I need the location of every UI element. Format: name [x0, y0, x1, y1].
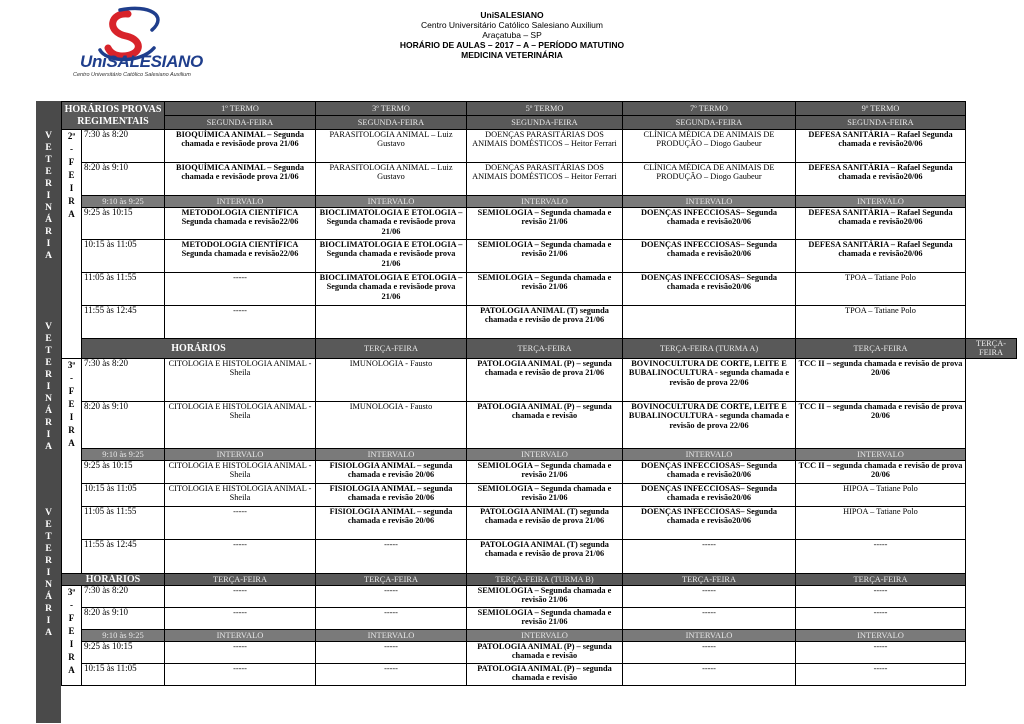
logo-subtitle: Centro Universitário Católico Salesiano Auxilium	[73, 72, 191, 78]
class-cell	[316, 306, 467, 339]
class-cell: -----	[165, 641, 316, 663]
class-cell: BIOQUÍMICA ANIMAL – Segunda chamada e revisãode prova 21/06	[165, 163, 316, 196]
class-cell: DEFESA SANITÁRIA – Rafael Segunda chamada e revisão20/06	[796, 130, 966, 163]
term-header-row	[62, 102, 1017, 116]
class-cell: SEMIOLOGIA – Segunda chamada e revisão 21/06	[467, 240, 623, 273]
interval-row	[62, 196, 1017, 208]
class-cell: BIOCLIMATOLOGIA E ETOLOGIA – Segunda chamada e revisãode prova 21/06	[316, 240, 467, 273]
table-row	[62, 273, 1017, 306]
provas-label: HORÁRIOS PROVAS REGIMENTAIS	[62, 102, 165, 130]
time-slot: 11:55 às 12:45	[82, 306, 165, 339]
class-cell: TPOA – Tatiane Polo	[796, 273, 966, 306]
day-label: TERÇA-FEIRA	[966, 339, 1017, 359]
class-cell: DOENÇAS INFECCIOSAS– Segunda chamada e revisão20/06	[623, 240, 796, 273]
class-cell: BIOCLIMATOLOGIA E ETOLOGIA – Segunda chamada e revisãode prova 21/06	[316, 208, 467, 240]
schedule-title: HORÁRIO DE AULAS – 2017 – A – PERÍODO MATUTINO	[399, 40, 625, 50]
class-cell: PATOLOGIA ANIMAL (T) segunda chamada e revisão de prova 21/06	[467, 539, 623, 573]
class-cell: PATOLOGIA ANIMAL (T) segunda chamada e revisão de prova 21/06	[467, 506, 623, 539]
table-row	[62, 483, 1017, 506]
class-cell: DOENÇAS INFECCIOSAS– Segunda chamada e revisão20/06	[623, 506, 796, 539]
city: Araçatuba – SP	[482, 30, 542, 40]
class-cell: CITOLOGIA E HISTOLOGIA ANIMAL - Sheila	[165, 401, 316, 448]
class-cell: DOENÇAS INFECCIOSAS– Segunda chamada e revisão20/06	[623, 460, 796, 483]
class-cell: IMUNOLOGIA - Fausto	[316, 401, 467, 448]
time-slot: 11:05 às 11:55	[82, 273, 165, 306]
time-slot: 9:25 às 10:15	[82, 460, 165, 483]
class-cell: -----	[623, 539, 796, 573]
interval-row	[62, 629, 1017, 641]
horarios-label: HORÁRIOS	[82, 339, 316, 359]
day-label: TERÇA-FEIRA	[316, 339, 467, 359]
day-label: SEGUNDA-FEIRA	[165, 116, 316, 130]
time-slot: 8:20 às 9:10	[82, 401, 165, 448]
class-cell: -----	[623, 607, 796, 629]
table-row	[62, 663, 1017, 685]
class-cell: HIPOA – Tatiane Polo	[796, 483, 966, 506]
weekday-cell	[62, 358, 82, 573]
day-label: TERÇA-FEIRA	[796, 339, 966, 359]
class-cell: SEMIOLOGIA – Segunda chamada e revisão 21/06	[467, 483, 623, 506]
class-cell: BIOQUÍMICA ANIMAL – Segunda chamada e revisãode prova 21/06	[165, 130, 316, 163]
institution-full-name: Centro Universitário Católico Salesiano Auxilium	[421, 20, 603, 30]
class-cell: BOVINOCULTURA DE CORTE, LEITE E BUBALINOCULTURA - segunda chamada e revisão de prova 22/06	[623, 401, 796, 448]
interval-label: INTERVALO	[623, 629, 796, 641]
time-slot: 8:20 às 9:10	[82, 607, 165, 629]
day-label: TERÇA-FEIRA (TURMA B)	[467, 573, 623, 585]
table-row	[62, 130, 1017, 163]
class-cell: SEMIOLOGIA – Segunda chamada e revisão 21/06	[467, 273, 623, 306]
day-label: TERÇA-FEIRA	[316, 573, 467, 585]
class-cell: -----	[165, 607, 316, 629]
interval-label: INTERVALO	[165, 196, 316, 208]
term-label: 7º TERMO	[623, 102, 796, 116]
interval-label: INTERVALO	[165, 629, 316, 641]
class-cell: CITOLOGIA E HISTOLOGIA ANIMAL - Sheila	[165, 460, 316, 483]
interval-label: INTERVALO	[316, 196, 467, 208]
day-label: SEGUNDA-FEIRA	[796, 116, 966, 130]
logo-name: UniSALESIANO	[80, 52, 203, 71]
day-label: TERÇA-FEIRA	[623, 573, 796, 585]
term-label: 1º TERMO	[165, 102, 316, 116]
class-cell: HIPOA – Tatiane Polo	[796, 506, 966, 539]
time-slot: 10:15 às 11:05	[82, 240, 165, 273]
class-cell: FISIOLOGIA ANIMAL – segunda chamada e revisão 20/06	[316, 460, 467, 483]
time-slot: 9:25 às 10:15	[82, 641, 165, 663]
interval-label: INTERVALO	[623, 196, 796, 208]
horarios-label: HORÁRIOS	[62, 573, 165, 585]
time-slot: 10:15 às 11:05	[82, 483, 165, 506]
class-cell: -----	[316, 641, 467, 663]
class-cell: PATOLOGIA ANIMAL (P) – segunda chamada e revisão de prova 21/06	[467, 358, 623, 401]
class-cell: DEFESA SANITÁRIA – Rafael Segunda chamada e revisão20/06	[796, 208, 966, 240]
sidebar-label	[36, 130, 61, 262]
table-row	[62, 163, 1017, 196]
sidebar-label	[36, 507, 61, 639]
interval-label: INTERVALO	[316, 629, 467, 641]
class-cell: DOENÇAS INFECCIOSAS– Segunda chamada e revisão20/06	[623, 483, 796, 506]
class-cell: -----	[623, 641, 796, 663]
day-label: SEGUNDA-FEIRA	[623, 116, 796, 130]
class-cell: -----	[165, 506, 316, 539]
interval-label: INTERVALO	[796, 629, 966, 641]
class-cell: -----	[623, 663, 796, 685]
class-cell: DEFESA SANITÁRIA – Rafael Segunda chamada e revisão20/06	[796, 163, 966, 196]
term-label: 9º TERMO	[796, 102, 966, 116]
time-slot: 8:20 às 9:10	[82, 163, 165, 196]
class-cell: PARASITOLOGIA ANIMAL – Luiz Gustavo	[316, 130, 467, 163]
day-header-row	[62, 573, 1017, 585]
interval-time: 9:10 às 9:25	[82, 448, 165, 460]
day-label: TERÇA-FEIRA	[165, 573, 316, 585]
interval-time: 9:10 às 9:25	[82, 629, 165, 641]
class-cell: CLÍNICA MÉDICA DE ANIMAIS DE PRODUÇÃO – Diogo Gaubeur	[623, 163, 796, 196]
class-cell: DOENÇAS PARASITÁRIAS DOS ANIMAIS DOMÉSTICOS – Heitor Ferrari	[467, 163, 623, 196]
table-row	[62, 641, 1017, 663]
class-cell: -----	[796, 607, 966, 629]
class-cell: TCC II – segunda chamada e revisão de prova 20/06	[796, 460, 966, 483]
class-cell: -----	[165, 306, 316, 339]
day-header-row	[62, 116, 1017, 130]
left-sidebar	[36, 101, 61, 723]
weekday-cell	[62, 130, 82, 359]
class-cell: TCC II – segunda chamada e revisão de prova 20/06	[796, 358, 966, 401]
class-cell: PATOLOGIA ANIMAL (P) – segunda chamada e revisão	[467, 641, 623, 663]
table-row	[62, 506, 1017, 539]
time-slot: 7:30 às 8:20	[82, 130, 165, 163]
class-cell: -----	[165, 663, 316, 685]
class-cell: PARASITOLOGIA ANIMAL – Luiz Gustavo	[316, 163, 467, 196]
table-row	[62, 607, 1017, 629]
class-cell: -----	[796, 539, 966, 573]
class-cell: PATOLOGIA ANIMAL (P) – segunda chamada e revisão	[467, 663, 623, 685]
sidebar-label	[36, 321, 61, 453]
weekday-text: 3ª - F E I R A	[67, 359, 76, 448]
table-row	[62, 208, 1017, 240]
class-cell: -----	[316, 585, 467, 607]
sidebar-text: VETERINÁRIA	[45, 508, 52, 638]
sidebar-text: VETERINÁRIA	[45, 322, 52, 452]
course-name: MEDICINA VETERINÁRIA	[461, 50, 563, 60]
day-label: TERÇA-FEIRA	[467, 339, 623, 359]
day-label: TERÇA-FEIRA	[796, 573, 966, 585]
weekday-cell	[62, 585, 82, 685]
class-cell: -----	[165, 539, 316, 573]
time-slot: 11:05 às 11:55	[82, 506, 165, 539]
table-row	[62, 585, 1017, 607]
class-cell: METODOLOGIA CIENTÍFICA Segunda chamada e revisão22/06	[165, 208, 316, 240]
document-header	[262, 10, 762, 60]
class-cell: PATOLOGIA ANIMAL (P) – segunda chamada e revisão	[467, 401, 623, 448]
table-row	[62, 401, 1017, 448]
class-cell: SEMIOLOGIA – Segunda chamada e revisão 21/06	[467, 585, 623, 607]
interval-label: INTERVALO	[165, 448, 316, 460]
table-row	[62, 460, 1017, 483]
time-slot: 9:25 às 10:15	[82, 208, 165, 240]
time-slot: 11:55 às 12:45	[82, 539, 165, 573]
class-cell: METODOLOGIA CIENTÍFICA Segunda chamada e revisão22/06	[165, 240, 316, 273]
class-cell: -----	[623, 585, 796, 607]
class-cell: FISIOLOGIA ANIMAL – segunda chamada e revisão 20/06	[316, 506, 467, 539]
interval-label: INTERVALO	[623, 448, 796, 460]
class-cell: -----	[316, 539, 467, 573]
class-cell: SEMIOLOGIA – Segunda chamada e revisão 21/06	[467, 208, 623, 240]
class-cell: BIOCLIMATOLOGIA E ETOLOGIA – Segunda chamada e revisãode prova 21/06	[316, 273, 467, 306]
class-cell: -----	[165, 273, 316, 306]
class-cell: DOENÇAS PARASITÁRIAS DOS ANIMAIS DOMÉSTICOS – Heitor Ferrari	[467, 130, 623, 163]
class-cell: SEMIOLOGIA – Segunda chamada e revisão 21/06	[467, 607, 623, 629]
interval-label: INTERVALO	[467, 196, 623, 208]
class-cell: PATOLOGIA ANIMAL (T) segunda chamada e revisão de prova 21/06	[467, 306, 623, 339]
interval-label: INTERVALO	[467, 629, 623, 641]
class-cell: TCC II – segunda chamada e revisão de prova 20/06	[796, 401, 966, 448]
class-cell: CITOLOGIA E HISTOLOGIA ANIMAL - Sheila	[165, 358, 316, 401]
class-cell	[623, 306, 796, 339]
class-cell: BOVINOCULTURA DE CORTE, LEITE E BUBALINOCULTURA - segunda chamada e revisão de prova 22/06	[623, 358, 796, 401]
class-cell: -----	[796, 663, 966, 685]
weekday-text: 2ª - F E I R A	[67, 131, 76, 219]
class-cell: -----	[316, 607, 467, 629]
table-row	[62, 539, 1017, 573]
class-cell: -----	[165, 585, 316, 607]
class-cell: DOENÇAS INFECCIOSAS– Segunda chamada e revisão20/06	[623, 208, 796, 240]
sidebar-text: VETERINÁRIA	[45, 131, 52, 261]
table-row	[62, 358, 1017, 401]
class-cell: IMUNOLOGIA - Fausto	[316, 358, 467, 401]
time-slot: 7:30 às 8:20	[82, 585, 165, 607]
day-label: SEGUNDA-FEIRA	[467, 116, 623, 130]
interval-label: INTERVALO	[796, 448, 966, 460]
day-header-row	[62, 339, 1017, 359]
class-cell: DEFESA SANITÁRIA – Rafael Segunda chamada e revisão20/06	[796, 240, 966, 273]
interval-label: INTERVALO	[316, 448, 467, 460]
class-cell: -----	[796, 641, 966, 663]
class-cell: SEMIOLOGIA – Segunda chamada e revisão 21/06	[467, 460, 623, 483]
class-cell: TPOA – Tatiane Polo	[796, 306, 966, 339]
class-cell: FISIOLOGIA ANIMAL – segunda chamada e revisão 20/06	[316, 483, 467, 506]
class-cell: DOENÇAS INFECCIOSAS– Segunda chamada e revisão20/06	[623, 273, 796, 306]
class-cell: CITOLOGIA E HISTOLOGIA ANIMAL - Sheila	[165, 483, 316, 506]
class-cell: -----	[316, 663, 467, 685]
day-label: TERÇA-FEIRA (TURMA A)	[623, 339, 796, 359]
class-cell: CLÍNICA MÉDICA DE ANIMAIS DE PRODUÇÃO – Diogo Gaubeur	[623, 130, 796, 163]
time-slot: 7:30 às 8:20	[82, 358, 165, 401]
interval-label: INTERVALO	[467, 448, 623, 460]
institution-name: UniSALESIANO	[480, 10, 544, 20]
day-label: SEGUNDA-FEIRA	[316, 116, 467, 130]
time-slot: 10:15 às 11:05	[82, 663, 165, 685]
schedule-table	[61, 101, 1017, 686]
weekday-text: 3ª - F E I R A	[67, 586, 76, 675]
table-row	[62, 240, 1017, 273]
class-cell: -----	[796, 585, 966, 607]
term-label: 3º TERMO	[316, 102, 467, 116]
table-row	[62, 306, 1017, 339]
interval-label: INTERVALO	[796, 196, 966, 208]
interval-time: 9:10 às 9:25	[82, 196, 165, 208]
term-label: 5º TERMO	[467, 102, 623, 116]
interval-row	[62, 448, 1017, 460]
